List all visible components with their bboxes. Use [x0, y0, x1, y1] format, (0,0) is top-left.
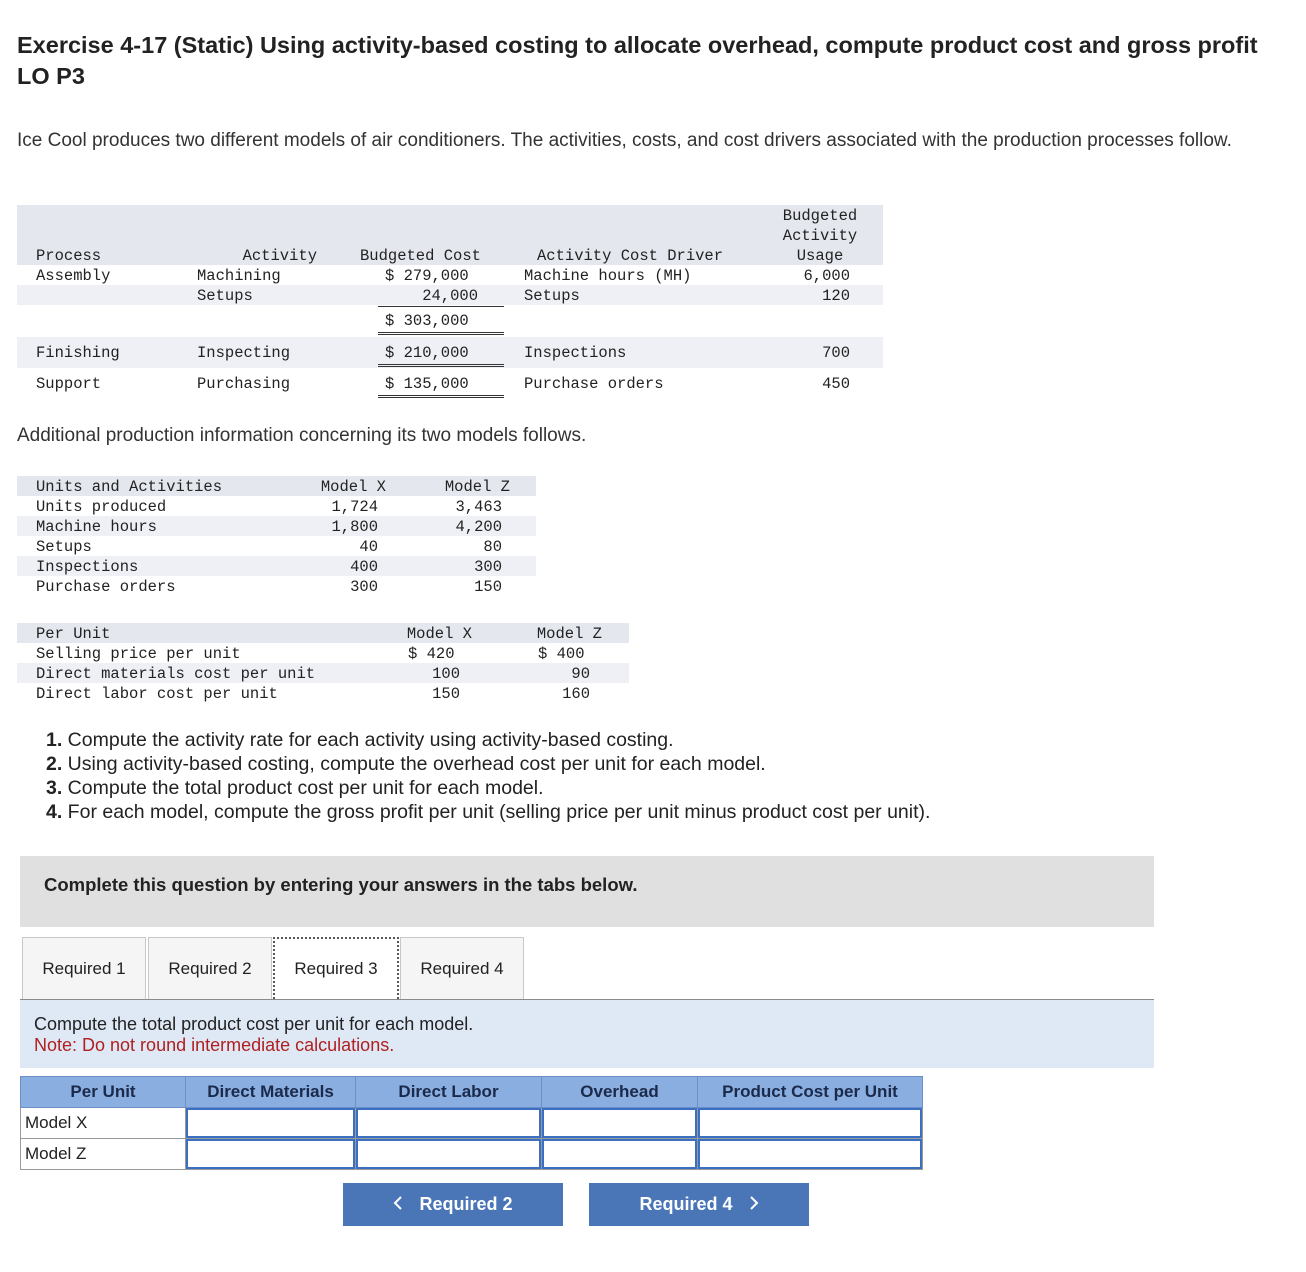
- model-x-overhead-input[interactable]: [542, 1108, 698, 1139]
- model-x-direct-materials-input[interactable]: [186, 1108, 356, 1139]
- table-cell: 400: [350, 558, 378, 576]
- model-z-product-cost-input[interactable]: [698, 1139, 923, 1170]
- table-cell: Inspections: [36, 558, 139, 576]
- tab-note: Note: Do not round intermediate calculations.: [34, 1035, 395, 1055]
- table-cell: $ 420: [408, 645, 455, 663]
- table-cell: 6,000: [803, 267, 850, 285]
- table-cell: Machine hours (MH): [524, 267, 692, 285]
- column-header: Product Cost per Unit: [698, 1077, 923, 1108]
- table-cell: Units produced: [36, 498, 167, 516]
- tab-instruction: Compute the total product cost per unit for each model.: [34, 1014, 474, 1034]
- usage-header-l2: Activity: [782, 227, 858, 245]
- table-cell: $ 303,000: [385, 312, 469, 330]
- table-cell: 40: [359, 538, 378, 556]
- table-cell: Inspections: [524, 344, 627, 362]
- table-cell: Finishing: [36, 344, 120, 362]
- table-cell: 1,724: [331, 498, 378, 516]
- table-cell: 1,800: [331, 518, 378, 536]
- next-required-label: Required 4: [639, 1194, 733, 1214]
- answer-table: [20, 1076, 923, 1170]
- tab-required-2[interactable]: Required 2: [148, 937, 272, 999]
- table3-header: Model Z: [536, 625, 602, 643]
- instructions-banner-text: Complete this question by entering your answers in the tabs below.: [44, 874, 638, 895]
- table-cell: 4,200: [455, 518, 502, 536]
- model-z-direct-materials-input[interactable]: [186, 1139, 356, 1170]
- requirement-item: 3. Compute the total product cost per unit for each model.: [46, 777, 544, 799]
- table3-header: Model X: [406, 625, 472, 643]
- column-header: Direct Materials: [186, 1077, 356, 1108]
- prev-required-button[interactable]: [343, 1183, 563, 1226]
- tab-required-1[interactable]: Required 1: [22, 937, 146, 999]
- intro-text: Ice Cool produces two different models of air conditioners. The activities, costs, and cost drivers associated with the production processes follow.: [17, 130, 1232, 151]
- table3-header: Per Unit: [36, 625, 111, 643]
- table2-header: Units and Activities: [36, 478, 223, 496]
- process-header: Process: [36, 247, 102, 265]
- column-header: Direct Labor: [356, 1077, 542, 1108]
- chevron-left-icon: [393, 1194, 403, 1215]
- model-z-direct-labor-input[interactable]: [356, 1139, 542, 1170]
- requirements-list: [46, 728, 930, 824]
- table-row: [21, 1108, 923, 1139]
- table-cell: Direct materials cost per unit: [36, 665, 316, 683]
- table-cell: $ 210,000: [385, 344, 469, 362]
- usage-header-l3: Usage: [796, 247, 844, 265]
- activity-header: Activity: [242, 247, 317, 265]
- next-required-button[interactable]: [589, 1183, 809, 1226]
- table-cell: 700: [822, 344, 850, 362]
- table-cell: $ 135,000: [385, 375, 469, 393]
- table-cell: Purchasing: [197, 375, 291, 393]
- model-x-product-cost-input[interactable]: [698, 1108, 923, 1139]
- table-cell: 300: [350, 578, 378, 596]
- table-cell: 150: [432, 685, 460, 703]
- tab-required-4[interactable]: Required 4: [400, 937, 524, 999]
- table-cell: $ 279,000: [385, 267, 469, 285]
- column-header: Per Unit: [21, 1077, 186, 1108]
- chevron-right-icon: [749, 1194, 759, 1215]
- row-label: Model X: [21, 1108, 186, 1139]
- table-cell: Direct labor cost per unit: [36, 685, 278, 703]
- table-cell: 160: [562, 685, 590, 703]
- row-label: Model Z: [21, 1139, 186, 1170]
- table-cell: Purchase orders: [36, 578, 176, 596]
- table-cell: 300: [474, 558, 502, 576]
- table-cell: Inspecting: [197, 344, 291, 362]
- table-cell: Setups: [197, 287, 253, 305]
- table-cell: Setups: [524, 287, 580, 305]
- requirement-item: 1. Compute the activity rate for each activity using activity-based costing.: [46, 729, 674, 751]
- table-cell: $ 400: [538, 645, 585, 663]
- table-cell: 100: [432, 665, 460, 683]
- table-cell: 3,463: [455, 498, 502, 516]
- requirement-item: 2. Using activity-based costing, compute the overhead cost per unit for each model.: [46, 753, 766, 775]
- table-cell: 450: [822, 375, 850, 393]
- table-cell: Setups: [36, 538, 92, 556]
- budgeted-cost-header: Budgeted Cost: [360, 247, 481, 265]
- usage-header-l1: Budgeted: [782, 207, 858, 225]
- prev-required-label: Required 2: [419, 1194, 513, 1214]
- table-cell: 90: [571, 665, 590, 683]
- table-cell: 150: [474, 578, 502, 596]
- column-header: Overhead: [542, 1077, 698, 1108]
- table-cell: 24,000: [422, 287, 478, 305]
- page-title: Exercise 4-17 (Static) Using activity-based costing to allocate overhead, compute product cost and gross profit LO P3: [17, 32, 1258, 89]
- table-cell: Machining: [197, 267, 281, 285]
- table-row: [21, 1139, 923, 1170]
- answer-table-header: [21, 1077, 923, 1108]
- additional-info-text: Additional production information concerning its two models follows.: [17, 425, 587, 446]
- table-cell: Support: [36, 375, 102, 393]
- table-cell: 80: [483, 538, 502, 556]
- table-cell: Selling price per unit: [36, 645, 241, 663]
- table2-header: Model X: [320, 478, 386, 496]
- tab-required-3[interactable]: Required 3: [273, 937, 399, 999]
- table-cell: Purchase orders: [524, 375, 664, 393]
- model-x-direct-labor-input[interactable]: [356, 1108, 542, 1139]
- table2-header: Model Z: [444, 478, 510, 496]
- requirement-item: 4. For each model, compute the gross profit per unit (selling price per unit minus product cost per unit).: [46, 801, 931, 823]
- table-cell: Assembly: [36, 267, 111, 285]
- model-z-overhead-input[interactable]: [542, 1139, 698, 1170]
- driver-header: Activity Cost Driver: [537, 247, 724, 265]
- table-cell: 120: [822, 287, 850, 305]
- table-cell: Machine hours: [36, 518, 157, 536]
